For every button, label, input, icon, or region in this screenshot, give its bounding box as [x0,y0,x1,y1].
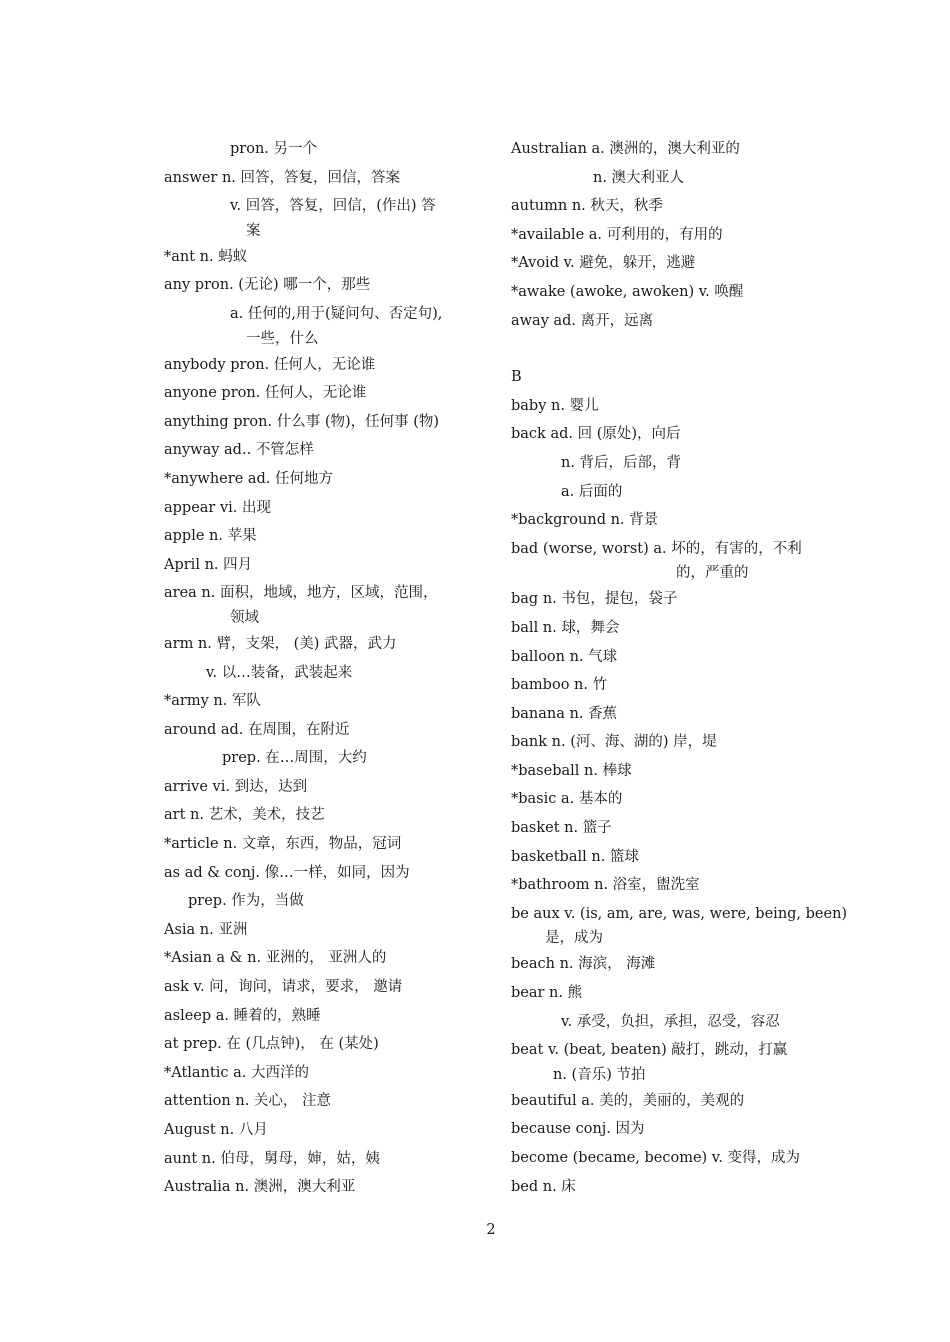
dictionary-entry: August n. 八月 [164,1122,268,1138]
section-spacer [511,338,841,366]
dictionary-entry: *Asian a & n. 亚洲的， 亚洲人的 [164,950,387,967]
dictionary-entry: Asia n. 亚洲 [164,921,248,938]
dictionary-entry: pron. 另一个 [230,141,317,157]
page-number: 2 [486,1222,496,1238]
dictionary-entry: a. 后面的 [561,483,623,500]
dictionary-entry: beautiful a. 美的，美丽的，美观的 [511,1092,745,1109]
dictionary-entry: ask v. 问，询问，请求，要求， 邀请 [164,979,403,996]
dictionary-entry: asleep a. 睡着的，熟睡 [164,1007,321,1024]
dictionary-entry: answer n. 回答，答复，回信，答案 [164,169,401,186]
dictionary-entry: *article n. 文章，东西，物品，冠词 [164,836,402,853]
dictionary-entry: *Atlantic a. 大西洋的 [164,1064,309,1081]
dictionary-entry: a. 任何的,用于(疑问句、否定句), [230,305,443,322]
dictionary-entry: *awake (awoke, awoken) v. 唤醒 [511,283,744,300]
dictionary-entry: baby n. 婴儿 [511,397,599,414]
dictionary-entry: Australian a. 澳洲的，澳大利亚的 [511,141,740,157]
dictionary-entry: bank n. (河、海、湖的) 岸，堤 [511,734,717,751]
dictionary-entry: because conj. 因为 [511,1121,645,1138]
dictionary-entry: bed n. 床 [511,1178,576,1195]
dictionary-entry: banana n. 香蕉 [511,705,618,722]
dictionary-entry-continuation: 案 [246,222,261,239]
dictionary-entry: become (became, become) v. 变得，成为 [511,1150,800,1166]
dictionary-entry: n. 背后，后部，背 [561,454,682,471]
dictionary-entry: anybody pron. 任何人，无论谁 [164,356,376,373]
dictionary-entry: area n. 面积，地域，地方，区域，范围， [164,585,438,602]
dictionary-entry: balloon n. 气球 [511,648,618,665]
dictionary-entry: apple n. 苹果 [164,528,257,545]
dictionary-entry: prep. 作为，当做 [188,893,304,910]
dictionary-entry: back ad. 回 (原处)，向后 [511,426,681,443]
dictionary-entry: anything pron. 什么事 (物)，任何事 (物) [164,413,440,430]
dictionary-entry: art n. 艺术，美术，技艺 [164,807,325,824]
dictionary-entry: B [511,369,522,386]
dictionary-entry: prep. 在…周围，大约 [222,750,367,767]
dictionary-entry: bad (worse, worst) a. 坏的，有害的，不利 [511,540,802,557]
left-column [164,138,484,1205]
dictionary-entry: v. 以…装备，武装起来 [206,664,353,681]
dictionary-entry: anyone pron. 任何人，无论谁 [164,385,367,402]
dictionary-entry: away ad. 离开，远离 [511,312,654,329]
dictionary-entry: n. 澳大利亚人 [593,169,685,186]
dictionary-entry: around ad. 在周围，在附近 [164,721,350,738]
dictionary-entry: basketball n. 篮球 [511,848,639,865]
dictionary-entry-continuation: 领域 [230,609,259,626]
dictionary-entry: appear vi. 出现 [164,499,272,516]
right-column [511,138,848,1204]
dictionary-entry: any pron. (无论) 哪一个，那些 [164,277,371,294]
dictionary-entry: beach n. 海滨， 海滩 [511,956,656,973]
dictionary-entry: basket n. 篮子 [511,820,612,837]
dictionary-entry: anyway ad.. 不管怎样 [164,442,314,459]
dictionary-entry-continuation: n. (音乐) 节拍 [553,1066,646,1083]
dictionary-entry: be aux v. (is, am, are, was, were, being, been) [511,905,848,922]
dictionary-entry: aunt n. 伯母，舅母，婶，姑，姨 [164,1150,380,1167]
dictionary-entry: at prep. 在 (几点钟)， 在 (某处) [164,1036,379,1053]
dictionary-entry: *ant n. 蚂蚁 [164,248,248,265]
dictionary-entry: *background n. 背景 [511,512,659,529]
dictionary-entry: as ad & conj. 像…一样，如同，因为 [164,864,410,881]
dictionary-entry: Australia n. 澳洲，澳大利亚 [164,1179,356,1196]
dictionary-entry: beat v. (beat, beaten) 敲打，跳动，打赢 [511,1042,788,1059]
dictionary-entry: bamboo n. 竹 [511,677,608,694]
dictionary-entry: April n. 四月 [164,556,253,573]
dictionary-entry: bag n. 书包，提包，袋子 [511,591,678,608]
dictionary-entry: *bathroom n. 浴室，盥洗室 [511,877,700,894]
dictionary-entry: *baseball n. 棒球 [511,762,632,779]
dictionary-entry: arm n. 臂，支架， (美) 武器，武力 [164,635,397,652]
dictionary-entry: *army n. 军队 [164,693,261,710]
dictionary-entry: autumn n. 秋天，秋季 [511,198,663,215]
dictionary-entry: *Avoid v. 避免，躲开，逃避 [511,255,696,272]
dictionary-entry: ball n. 球，舞会 [511,619,620,636]
dictionary-entry-continuation: 一些，什么 [246,330,319,347]
dictionary-entry: v. 回答，答复，回信，(作出) 答 [230,198,436,215]
dictionary-entry: bear n. 熊 [511,985,583,1002]
dictionary-entry: v. 承受，负担，承担，忍受，容忍 [561,1013,780,1030]
dictionary-entry-continuation: 的，严重的 [676,565,749,582]
dictionary-entry: *basic a. 基本的 [511,791,623,808]
dictionary-entry: *anywhere ad. 任何地方 [164,470,334,487]
dictionary-entry-continuation: 是，成为 [545,930,603,947]
dictionary-entry: arrive vi. 到达，达到 [164,778,308,795]
dictionary-entry: *available a. 可利用的，有用的 [511,226,723,243]
dictionary-entry: attention n. 关心， 注意 [164,1093,332,1110]
